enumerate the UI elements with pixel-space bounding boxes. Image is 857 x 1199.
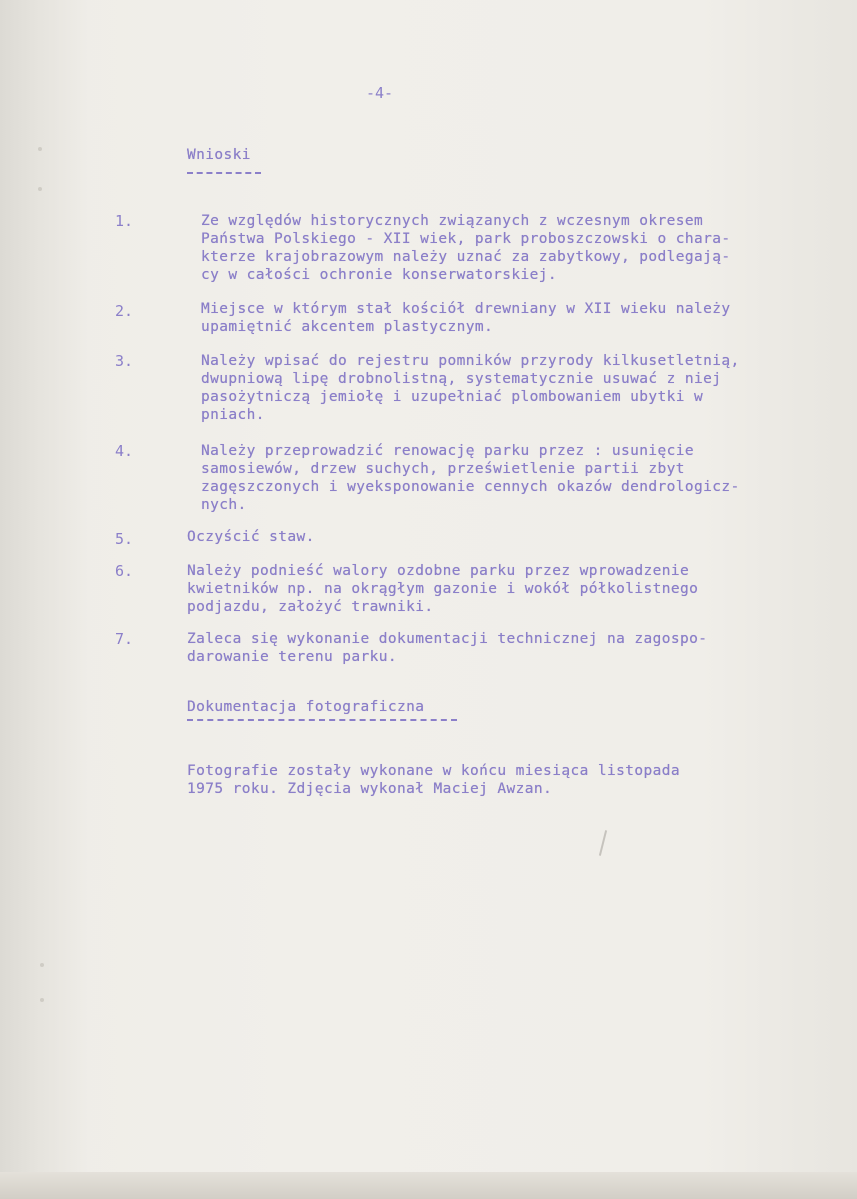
conclusions-heading-underline xyxy=(187,172,261,174)
paper-left-margin xyxy=(0,0,90,1199)
conclusion-item-line: Należy wpisać do rejestru pomników przyrody kilkusetletnią, xyxy=(201,353,740,369)
conclusion-item-number: 1. xyxy=(115,212,134,230)
binding-hole-mark xyxy=(40,963,44,967)
pencil-mark xyxy=(599,830,607,856)
conclusion-item-number: 7. xyxy=(115,630,134,648)
conclusion-item-number: 4. xyxy=(115,442,134,460)
conclusion-item-line: Państwa Polskiego - XII wiek, park proboszczowski o chara- xyxy=(201,231,731,247)
conclusion-item-number: 3. xyxy=(115,352,134,370)
paper-bottom-edge xyxy=(0,1172,857,1199)
photo-documentation-line: 1975 roku. Zdjęcia wykonał Maciej Awzan. xyxy=(187,781,553,797)
conclusion-item-line: Oczyścić staw. xyxy=(187,529,315,545)
photo-documentation-heading-underline xyxy=(187,719,457,721)
conclusion-item-number: 2. xyxy=(115,302,134,320)
binding-hole-mark xyxy=(38,187,42,191)
conclusion-item-line: Należy przeprowadzić renowację parku przez : usunięcie xyxy=(201,443,695,459)
binding-hole-mark xyxy=(40,998,44,1002)
conclusion-item-line: Miejsce w którym stał kościół drewniany w XII wieku należy xyxy=(201,301,731,317)
conclusion-item-line: pasożytniczą jemiołę i uzupełniać plombowaniem ubytki w xyxy=(201,389,704,405)
conclusion-item-line: upamiętnić akcentem plastycznym. xyxy=(201,319,494,335)
conclusion-item-line: Ze względów historycznych związanych z wczesnym okresem xyxy=(201,213,704,229)
photo-documentation-heading: Dokumentacja fotograficzna xyxy=(187,699,425,715)
conclusion-item-line: Zaleca się wykonanie dokumentacji technicznej na zagospo- xyxy=(187,631,708,647)
conclusion-item-line: cy w całości ochronie konserwatorskiej. xyxy=(201,267,558,283)
conclusion-item-line: pniach. xyxy=(201,407,265,423)
conclusion-item-line: nych. xyxy=(201,497,247,513)
photo-documentation-line: Fotografie zostały wykonane w końcu miesiąca listopada xyxy=(187,763,681,779)
conclusion-item-line: dwupniową lipę drobnolistną, systematycznie usuwać z niej xyxy=(201,371,722,387)
page-number: -4- xyxy=(366,84,394,102)
conclusion-item-line: Należy podnieść walory ozdobne parku przez wprowadzenie xyxy=(187,563,690,579)
conclusion-item-number: 5. xyxy=(115,530,134,548)
conclusion-item-line: samosiewów, drzew suchych, prześwietlenie partii zbyt xyxy=(201,461,685,477)
conclusion-item-line: podjazdu, założyć trawniki. xyxy=(187,599,434,615)
conclusion-item-line: kwietników np. na okrągłym gazonie i wokół półkolistnego xyxy=(187,581,699,597)
conclusions-heading: Wnioski xyxy=(187,147,251,163)
binding-hole-mark xyxy=(38,147,42,151)
conclusion-item-line: darowanie terenu parku. xyxy=(187,649,397,665)
conclusion-item-line: kterze krajobrazowym należy uznać za zabytkowy, podlegają- xyxy=(201,249,731,265)
conclusion-item-line: zagęszczonych i wyeksponowanie cennych okazów dendrologicz- xyxy=(201,479,740,495)
conclusion-item-number: 6. xyxy=(115,562,134,580)
